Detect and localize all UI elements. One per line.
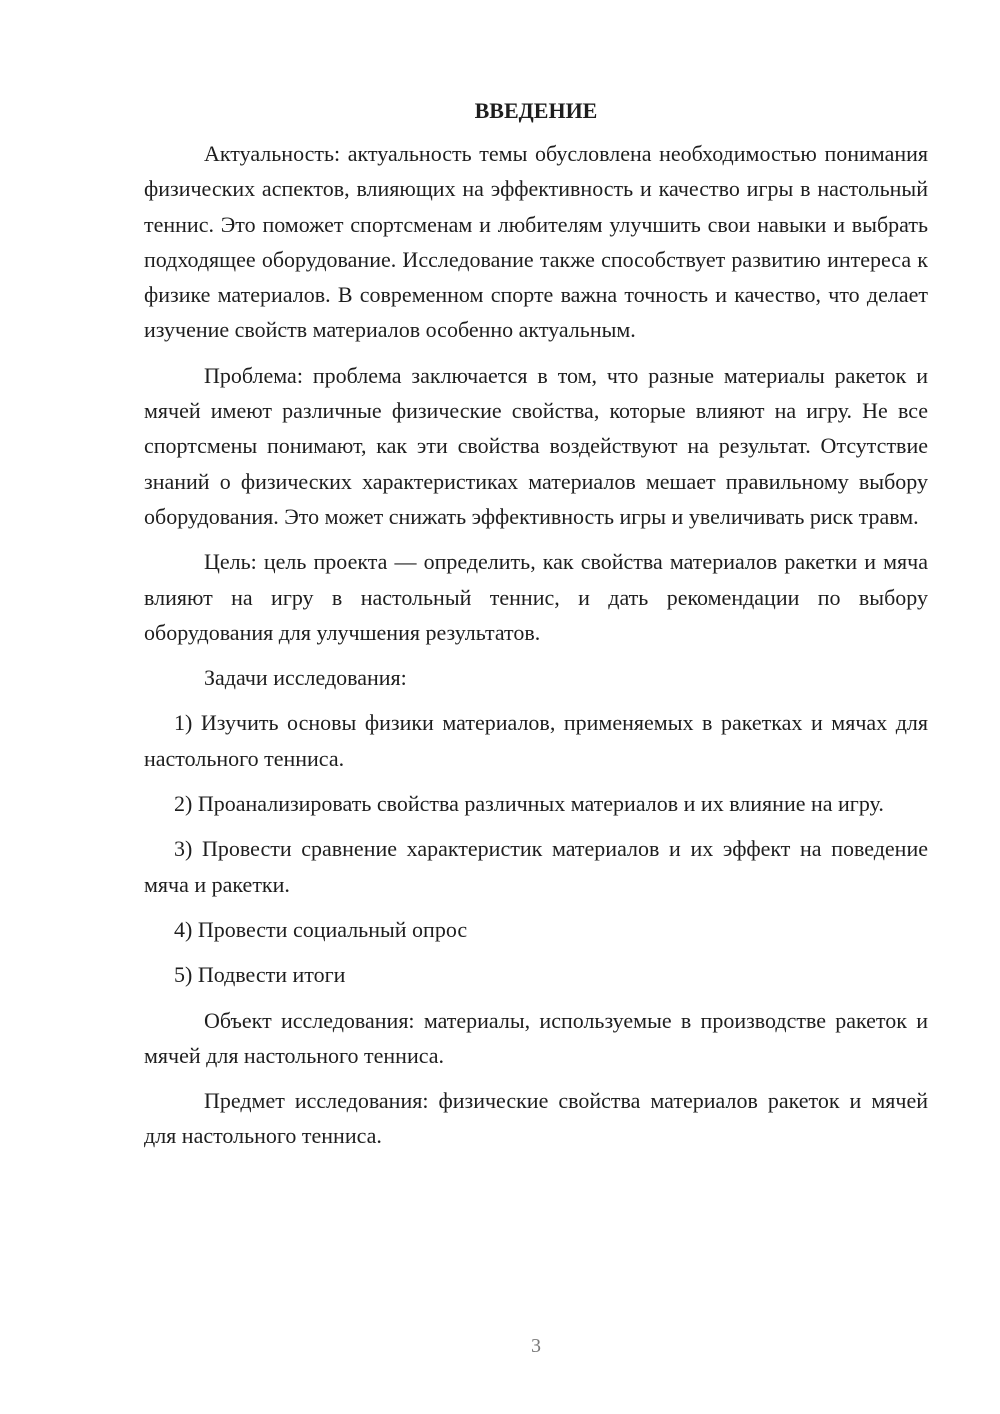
goal-paragraph: Цель: цель проекта — определить, как свойства материалов ракетки и мяча влияют на игру в настольный теннис, и дать рекомендации по выбору оборудования для улучшения результатов. bbox=[144, 549, 928, 645]
task-item-3: 3) Провести сравнение характеристик материалов и их эффект на поведение мяча и ракетки. bbox=[144, 836, 928, 897]
task-item-1: 1) Изучить основы физики материалов, применяемых в ракетках и мячах для настольного тенниса. bbox=[144, 710, 928, 771]
object-paragraph: Объект исследования: материалы, используемые в производстве ракеток и мячей для настольного тенниса. bbox=[144, 1007, 928, 1068]
task-item-2: 2) Проанализировать свойства различных материалов и их влияние на игру. bbox=[174, 791, 884, 817]
task-item-5: 5) Подвести итоги bbox=[174, 962, 346, 988]
section-heading: ВВЕДЕНИЕ bbox=[474, 98, 598, 123]
task-item-4: 4) Провести социальный опрос bbox=[174, 916, 468, 942]
subject-paragraph: Предмет исследования: физические свойства материалов ракеток и мячей для настольного тенниса. bbox=[144, 1088, 928, 1149]
page-number: 3 bbox=[531, 1335, 541, 1357]
tasks-title: Задачи исследования: bbox=[204, 665, 407, 691]
relevance-paragraph: Актуальность: актуальность темы обусловлена необходимостью понимания физических аспектов, влияющих на эффективность и качество игры в настольный теннис. Это поможет спортсменам и любителям улучшить свои навыки и выбрать подходящее оборудование. Исследование также способствует развитию интереса к физике материалов. В современном спорте важна точность и качество, что делает изучение свойств материалов особенно актуальным. bbox=[144, 141, 928, 343]
problem-paragraph: Проблема: проблема заключается в том, что разные материалы ракеток и мячей имеют различные физические свойства, которые влияют на игру. Не все спортсмены понимают, как эти свойства воздействуют на результат. Отсутствие знаний о физических характеристиках материалов мешает правильному выбору оборудования. Это может снижать эффективность игры и увеличивать риск травм. bbox=[144, 362, 928, 529]
document-body bbox=[144, 96, 928, 1164]
